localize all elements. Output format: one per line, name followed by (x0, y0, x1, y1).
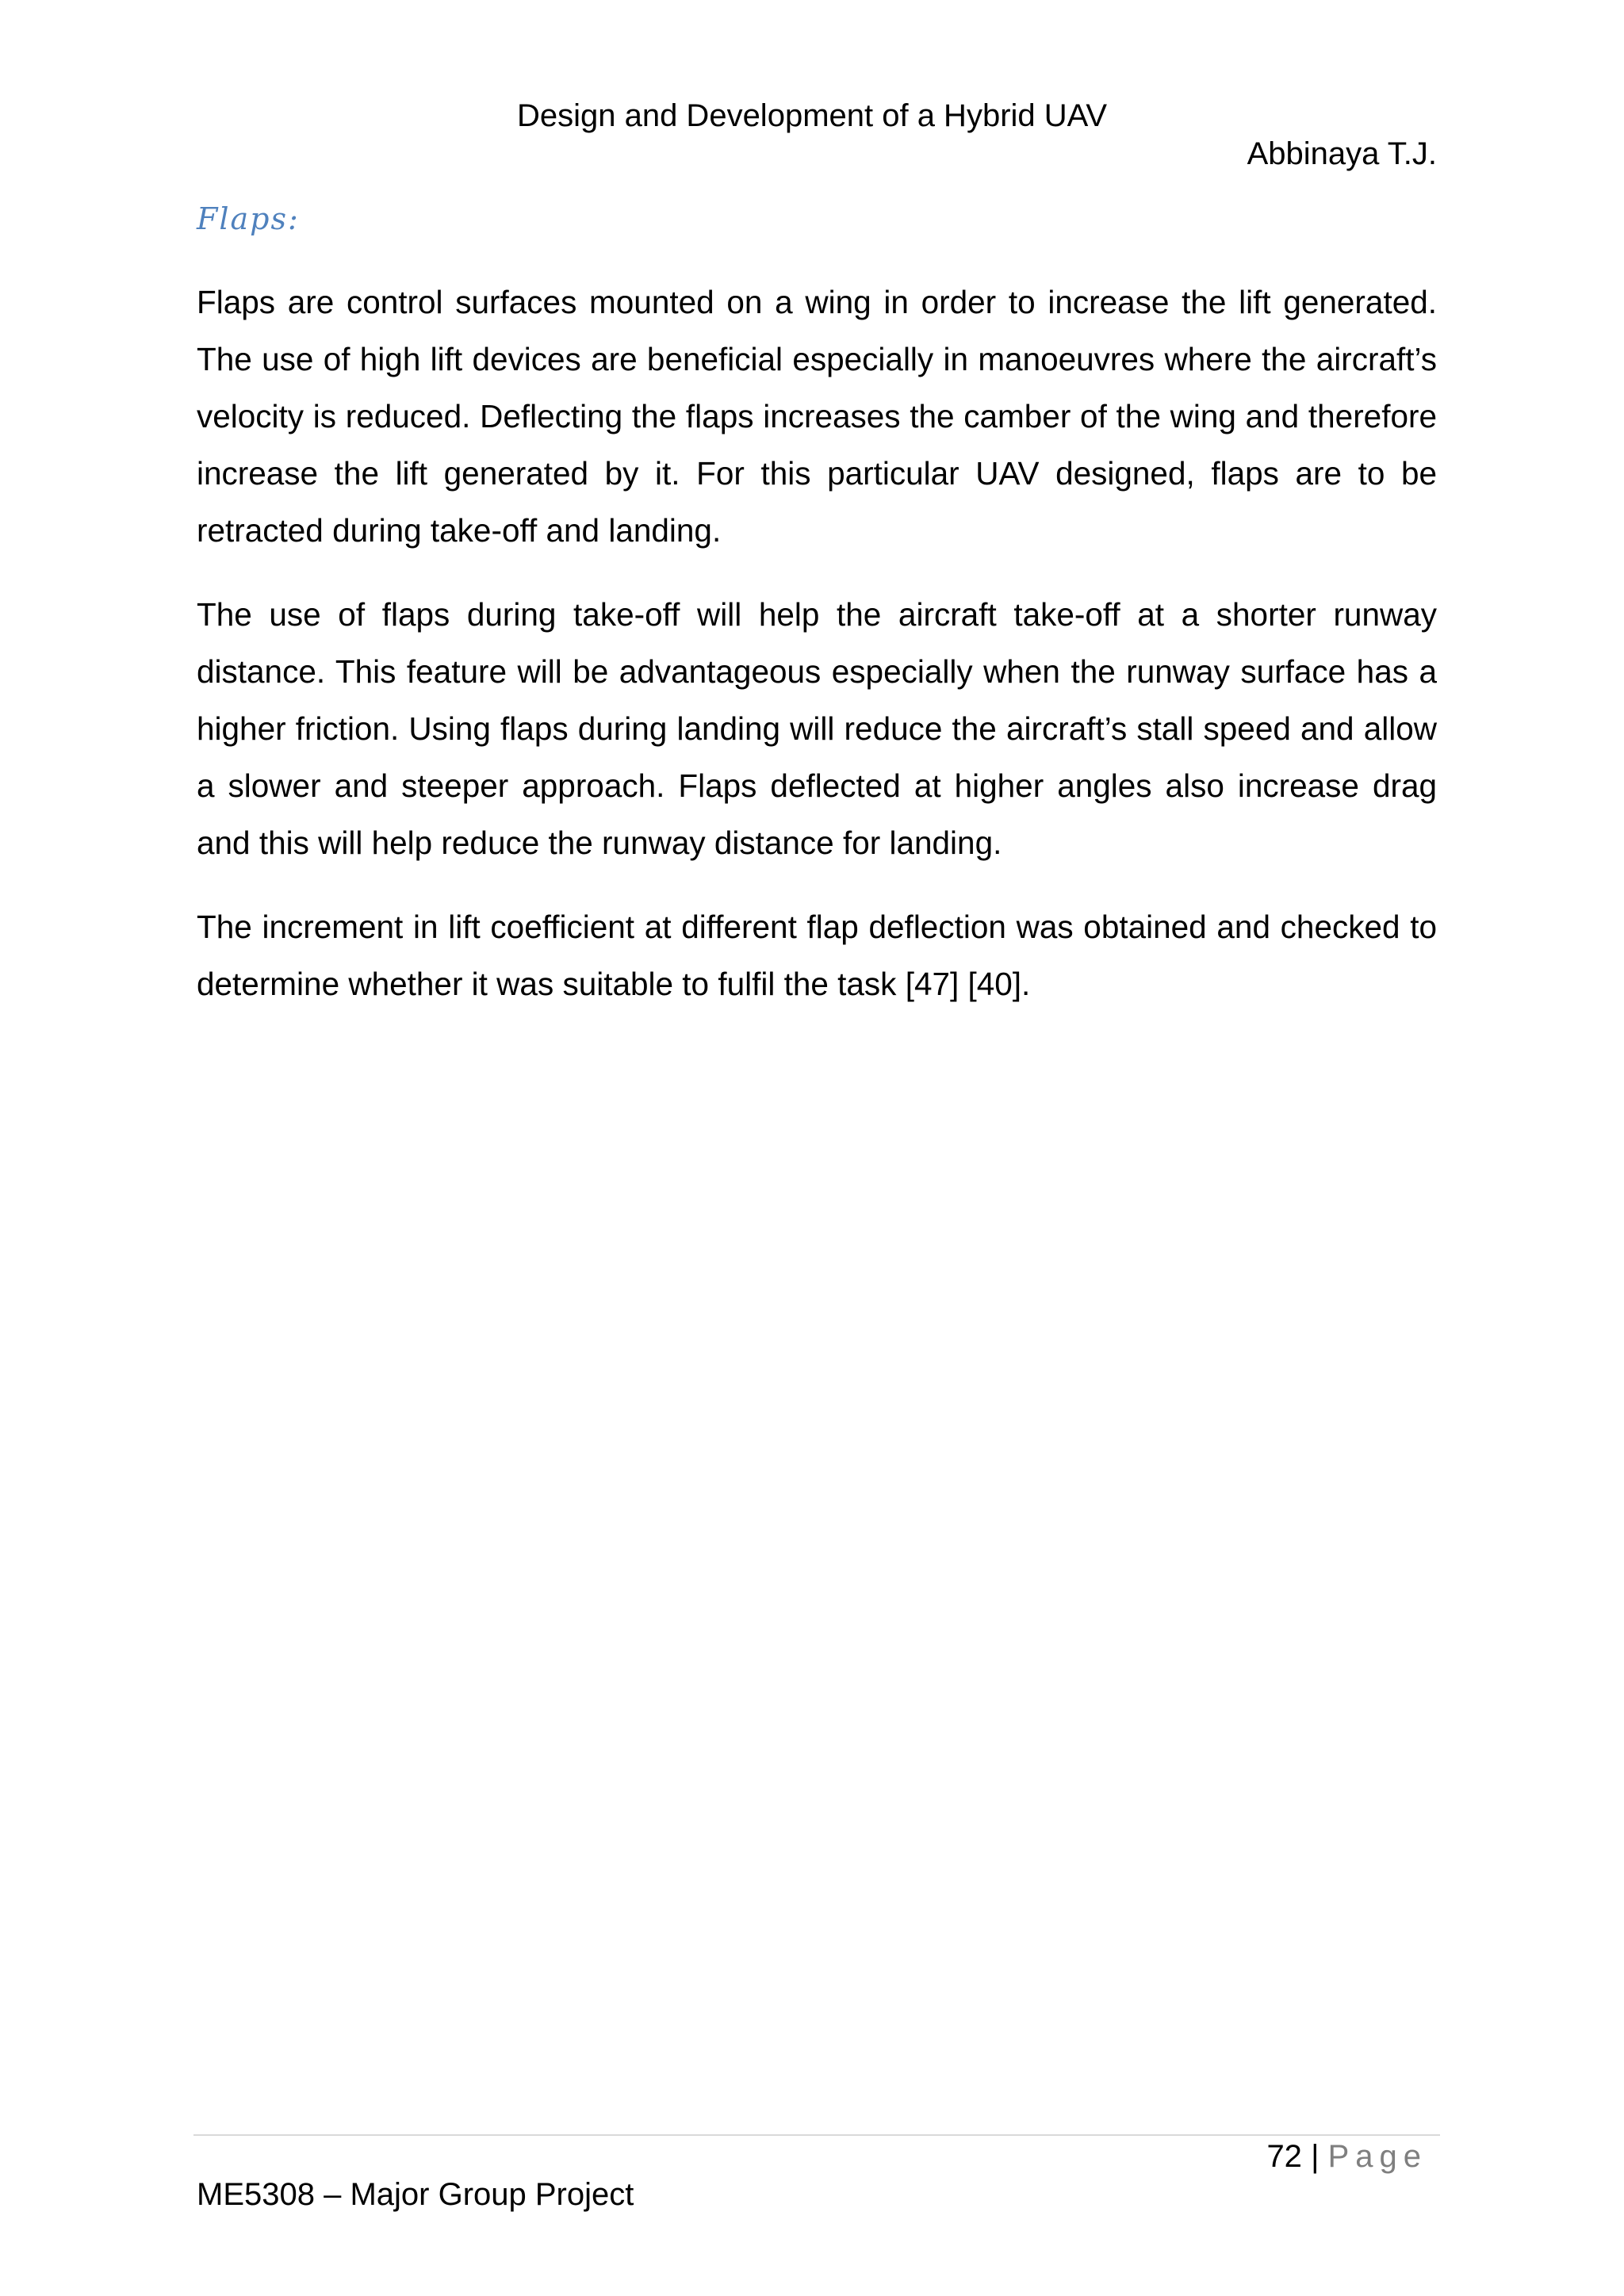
page-number-separator: | (1311, 2139, 1320, 2174)
section-heading: Flaps: (197, 201, 300, 236)
page-number-value: 72 (1266, 2139, 1302, 2174)
running-header-author: Abbinaya T.J. (1247, 136, 1437, 171)
page-label: Page (1327, 2139, 1427, 2174)
running-header-title: Design and Development of a Hybrid UAV (516, 98, 1108, 133)
body-text (197, 274, 1437, 1039)
paragraph: The use of flaps during take-off will help the aircraft take-off at a shorter runway distance. This feature will be advantageous especially when the runway surface has a higher friction. Using flaps during landing will reduce the aircraft’s stall speed and allow a slower and steeper approach. Flaps deflected at higher angles also increase drag and this will help reduce the runway distance for landing. (197, 596, 1437, 861)
footer-course-title: ME5308 – Major Group Project (197, 2177, 634, 2212)
footer-divider (193, 2134, 1440, 2136)
page-number (1266, 2134, 1427, 2179)
paragraph: The increment in lift coefficient at different flap deflection was obtained and checked to determine whether it was suitable to fulfil the task [47] [40]. (197, 909, 1437, 1002)
paragraph: Flaps are control surfaces mounted on a wing in order to increase the lift generated. The use of high lift devices are beneficial especially in manoeuvres where the aircraft’s velocity is reduced. Deflecting the flaps increases the camber of the wing and therefore increase the lift generated by it. For this particular UAV designed, flaps are to be retracted during take-off and landing. (197, 284, 1437, 549)
